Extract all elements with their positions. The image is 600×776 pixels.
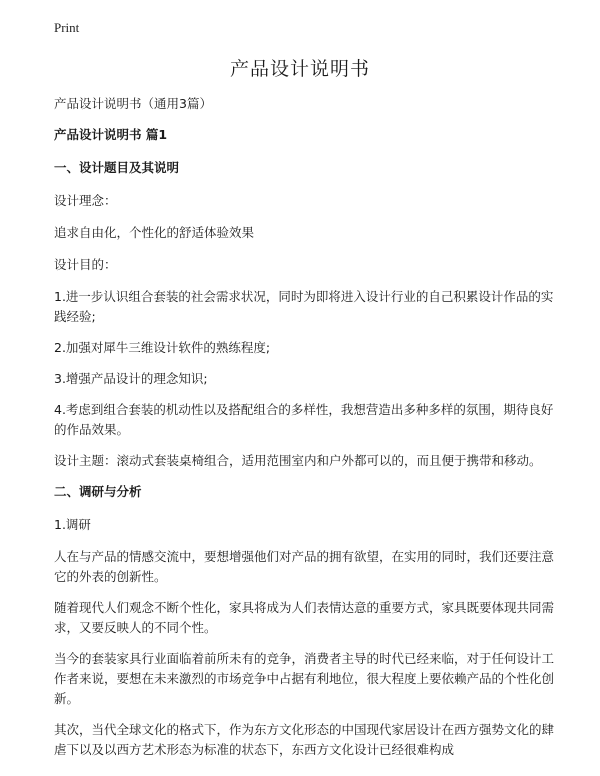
document-body (54, 94, 554, 771)
section-heading-design-topic: 一、设计题目及其说明 (54, 160, 180, 175)
section-heading-research: 二、调研与分析 (54, 484, 142, 499)
paragraph-purpose-2: 2.加强对犀牛三维设计软件的熟练程度; (54, 340, 271, 355)
paragraph-research-4: 其次，当代全球文化的格式下，作为东方文化形态的中国现代家居设计在西方强势文化的肆虐下以及以西方艺术形态为标准的状态下，东西方文化设计已经很难构成 (54, 722, 555, 757)
paragraph-purpose-3: 3.增强产品设计的理念知识; (54, 371, 208, 386)
paragraph-design-concept: 追求自由化，个性化的舒适体验效果 (54, 225, 255, 240)
paragraph-purpose-4: 4.考虑到组合套装的机动性以及搭配组合的多样性，我想营造出多种多样的氛围，期待良好的作品效果。 (54, 402, 554, 437)
document-title: 产品设计说明书 (229, 58, 370, 80)
section-heading-part1: 产品设计说明书 篇1 (54, 127, 168, 142)
print-link[interactable]: Print (54, 20, 80, 35)
paragraph-purpose-1: 1.进一步认识组合套装的社会需求状况，同时为即将进入设计行业的自己积累设计作品的实践经验; (54, 289, 554, 324)
paragraph-research-2: 随着现代人们观念不断个性化，家具将成为人们表情达意的重要方式，家具既要体现共同需求，又要反映人的不同个性。 (54, 600, 555, 635)
paragraph-design-purpose-label: 设计目的： (54, 257, 117, 272)
paragraph-design-concept-label: 设计理念： (54, 193, 117, 208)
paragraph-subtitle: 产品设计说明书（通用3篇） (54, 96, 212, 111)
paragraph-research-1: 人在与产品的情感交流中，要想增强他们对产品的拥有欲望，在实用的同时，我们还要注意它的外表的创新性。 (54, 549, 555, 584)
paragraph-research-3: 当今的套装家具行业面临着前所未有的竞争，消费者主导的时代已经来临，对于任何设计工作者来说，要想在未来激烈的市场竞争中占据有利地位，很大程度上要依赖产品的个性化创新。 (54, 651, 555, 706)
paragraph-design-theme: 设计主题：滚动式套装桌椅组合，适用范围室内和户外都可以的，而且便于携带和移动。 (54, 453, 542, 468)
paragraph-research-label: 1.调研 (54, 517, 91, 532)
